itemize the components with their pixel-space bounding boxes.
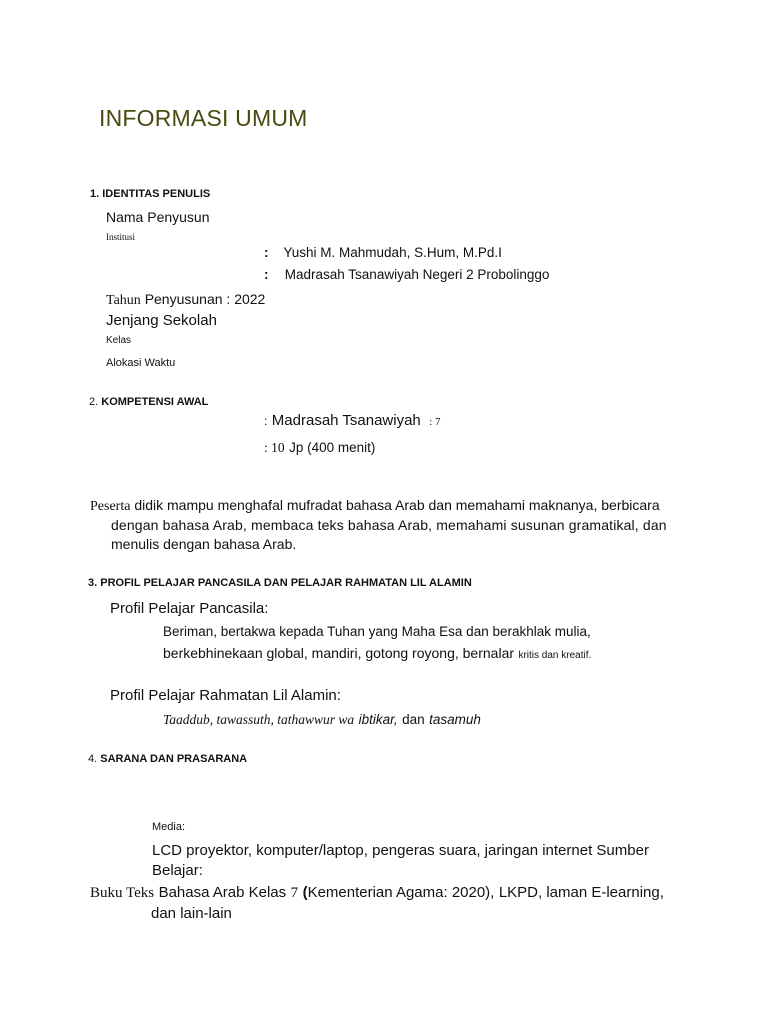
section-number: 1. [90, 188, 100, 200]
section-heading-identitas [90, 188, 210, 200]
media-line-2: Belajar: [152, 862, 203, 879]
jenjang-value-line [264, 412, 441, 430]
buku-teks: Buku Teks [90, 885, 155, 901]
author-value: Yushi M. Mahmudah, S.Hum, M.Pd.I [283, 245, 502, 260]
pancasila-line-2 [163, 645, 591, 663]
jenjang-value: Madrasah Tsanawiyah [271, 412, 421, 429]
buku-number: 7 [290, 885, 299, 901]
paragraph-lead: Peserta [90, 499, 131, 514]
alokasi-prefix: : 10 [264, 440, 285, 455]
section-heading-sarana [88, 753, 247, 765]
buku-source: Kementerian Agama: 2020), [307, 884, 495, 901]
colon: : [264, 245, 269, 260]
institusi-label: Institusi [106, 232, 136, 242]
rahmatan-serif: Taaddub, tawassuth, tathawwur wa [163, 712, 355, 727]
kelas-label: Kelas [106, 335, 132, 346]
tahun-penyusunan [106, 291, 265, 309]
buku-line [90, 884, 664, 902]
paragraph-line-1 [90, 496, 665, 516]
paragraph-line-1-text: didik mampu menghafal mufradat bahasa Arab dan memahami maknanya, berbicara [134, 497, 660, 513]
paragraph-line-2: dengan bahasa Arab, membaca teks bahasa Arab, memahami susunan gramatikal, dan [111, 517, 667, 533]
section-label: SARANA DAN PRASARANA [100, 753, 248, 765]
pancasila-line-2-small: kritis dan kreatif. [518, 650, 592, 661]
alokasi-value: Jp (400 menit) [289, 440, 376, 455]
section-number: 3. [88, 577, 98, 589]
section-label: PROFIL PELAJAR PANCASILA DAN PELAJAR RAHMATAN LIL ALAMIN [100, 577, 472, 589]
section-heading-kompetensi [89, 396, 208, 408]
kompetensi-paragraph [90, 496, 665, 554]
media-line-1: LCD proyektor, komputer/laptop, pengeras suara, jaringan internet Sumber [152, 842, 649, 859]
profil-rahmatan-label: Profil Pelajar Rahmatan Lil Alamin: [110, 687, 341, 704]
tahun-prefix: Tahun [106, 293, 141, 308]
media-label: Media: [152, 821, 186, 833]
open-paren: ( [302, 884, 308, 901]
rahmatan-dan: dan [402, 712, 425, 727]
colon: : [264, 267, 269, 282]
nama-penyusun-label: Nama Penyusun [106, 209, 210, 225]
buku-title: Bahasa Arab Kelas [158, 884, 287, 901]
tahun-rest: Penyusunan : 2022 [144, 291, 266, 307]
jenjang-sekolah-label: Jenjang Sekolah [106, 312, 217, 329]
pancasila-line-1: Beriman, bertakwa kepada Tuhan yang Maha Esa dan berakhlak mulia, [163, 624, 591, 639]
buku-tail: LKPD, laman E-learning, [498, 884, 664, 901]
section-number: 4. [88, 753, 98, 765]
author-line [264, 245, 502, 260]
page-title: INFORMASI UMUM [99, 105, 308, 131]
rahmatan-values [163, 711, 481, 729]
institution-line [264, 267, 549, 282]
pancasila-line-2-text: berkebhinekaan global, mandiri, gotong royong, bernalar [163, 645, 515, 661]
rahmatan-ibtikar: ibtikar, [358, 712, 398, 727]
last-line: dan lain-lain [151, 905, 232, 922]
colon: : [264, 414, 268, 428]
rahmatan-tasamuh: tasamuh [429, 712, 481, 727]
section-label: IDENTITAS PENULIS [102, 188, 211, 200]
section-heading-profil [88, 577, 472, 589]
alokasi-waktu-label: Alokasi Waktu [106, 357, 176, 369]
paragraph-line-3: menulis dengan bahasa Arab. [111, 536, 297, 552]
section-number: 2. [89, 396, 99, 408]
section-label: KOMPETENSI AWAL [101, 396, 209, 408]
kelas-value: : 7 [429, 416, 441, 428]
alokasi-value-line [264, 439, 375, 457]
profil-pancasila-label: Profil Pelajar Pancasila: [110, 600, 269, 617]
institution-value: Madrasah Tsanawiyah Negeri 2 Probolinggo [284, 267, 550, 282]
